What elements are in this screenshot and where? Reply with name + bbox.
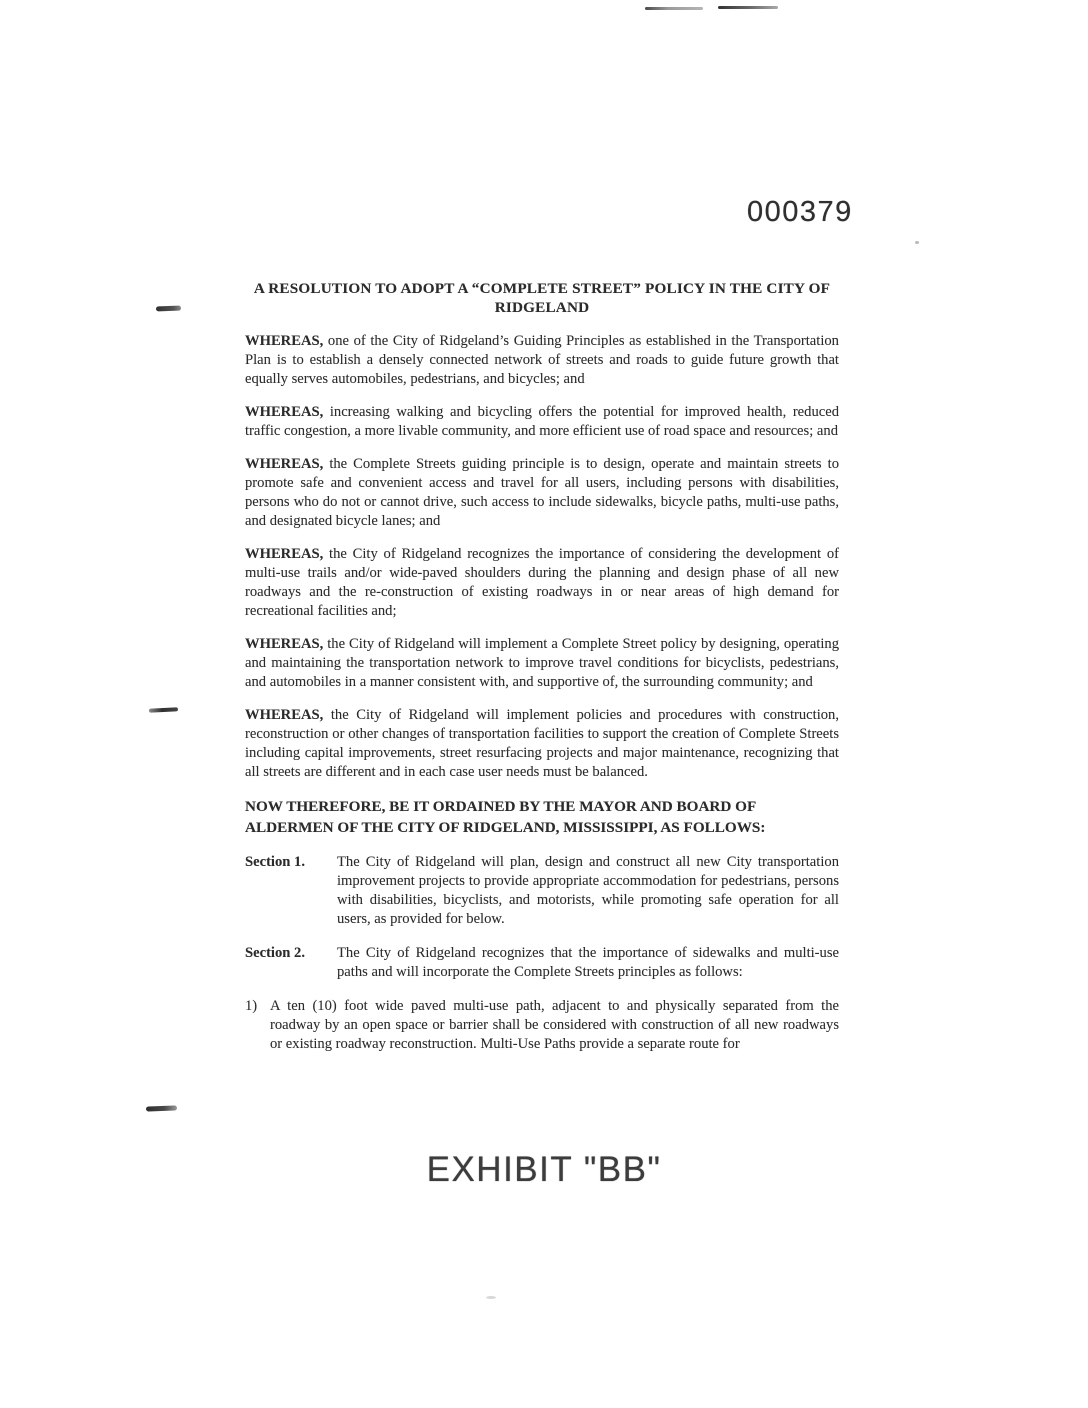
section-1-label: Section 1. xyxy=(245,854,305,870)
whereas-text-1: one of the City of Ridgeland’s Guiding Principles as established in the Transportation Plan is to establish a densely connected network of streets and roads to guide future growth that equally serves automobiles, pedestrians, and bicycles; and xyxy=(245,333,839,387)
numbered-item-1 xyxy=(245,997,839,1054)
binding-mark-1 xyxy=(156,306,181,312)
ordained-heading xyxy=(245,796,839,838)
whereas-text-2: increasing walking and bicycling offers the potential for improved health, reduced traffic congestion, a more livable community, and more efficient use of road space and resources; and xyxy=(245,404,839,439)
whereas-paragraph-3 xyxy=(245,455,839,531)
whereas-paragraph-2 xyxy=(245,403,839,441)
whereas-lead-2: WHEREAS, xyxy=(245,404,324,420)
document-body xyxy=(245,279,839,1054)
whereas-text-6: the City of Ridgeland will implement policies and procedures with construction, reconstruction or other changes of transportation facilities to support the creation of Complete Streets including capital improvements, street resurfacing projects and major maintenance, recognizing that all streets are different and in each case user needs must be balanced. xyxy=(245,707,839,780)
whereas-paragraph-4 xyxy=(245,545,839,621)
section-2 xyxy=(245,944,839,982)
section-2-label: Section 2. xyxy=(245,945,305,961)
numbered-item-1-label: 1) xyxy=(245,998,258,1014)
whereas-paragraph-1 xyxy=(245,332,839,389)
whereas-lead-4: WHEREAS, xyxy=(245,546,324,562)
scan-artifact-top-dash-2 xyxy=(718,6,778,9)
exhibit-stamp-label: EXHIBIT "BB" xyxy=(426,1150,662,1189)
whereas-lead-6: WHEREAS, xyxy=(245,707,324,723)
whereas-lead-3: WHEREAS, xyxy=(245,456,324,472)
document-title-line-2: RIDGELAND xyxy=(494,299,590,316)
whereas-lead-5: WHEREAS, xyxy=(245,636,324,652)
whereas-text-3: the Complete Streets guiding principle is to design, operate and maintain streets to promote safe and convenient access and travel for all users, including persons with disabilities, persons who do not or cannot drive, such access to include sidewalks, bicycle paths, multi-use paths, and designated bicycle lanes; and xyxy=(245,456,839,529)
whereas-paragraph-6 xyxy=(245,706,839,782)
section-2-text: The City of Ridgeland recognizes that the importance of sidewalks and multi-use paths and will incorporate the Complete Streets principles as follows: xyxy=(337,945,839,980)
ordained-heading-line-1: NOW THEREFORE, BE IT ORDAINED BY THE MAYOR AND BOARD OF xyxy=(245,798,757,815)
document-title-line-1: A RESOLUTION TO ADOPT A “COMPLETE STREET” POLICY IN THE CITY OF xyxy=(253,280,831,297)
scan-speck-1 xyxy=(915,241,919,244)
scan-artifact-top-dash-1 xyxy=(645,7,703,10)
ordained-heading-line-2: ALDERMEN OF THE CITY OF RIDGELAND, MISSISSIPPI, AS FOLLOWS: xyxy=(245,819,766,836)
whereas-lead-1: WHEREAS, xyxy=(245,333,324,349)
numbered-item-1-text: A ten (10) foot wide paved multi-use path, adjacent to and physically separated from the roadway by an open space or barrier shall be considered with construction of all new roadways or existing roadway reconstruction. Multi-Use Paths provide a separate route for xyxy=(270,998,839,1052)
section-1 xyxy=(245,853,839,929)
whereas-text-4: the City of Ridgeland recognizes the importance of considering the development of multi-use trails and/or wide-paved shoulders during the planning and design phase of all new roadways and the re-construction of existing roadways in or near areas of high demand for recreational facilities and; xyxy=(245,546,839,619)
binding-mark-3 xyxy=(146,1105,177,1111)
binding-mark-2 xyxy=(149,707,178,713)
whereas-paragraph-5 xyxy=(245,635,839,692)
bates-stamp-number: 000379 xyxy=(747,196,853,228)
whereas-text-5: the City of Ridgeland will implement a Complete Street policy by designing, operating and maintaining the transportation network to improve travel conditions for bicyclists, pedestrians, and automobiles in a manner consistent with, and supportive of, the surrounding community; and xyxy=(245,636,839,690)
document-title xyxy=(245,279,839,317)
section-1-text: The City of Ridgeland will plan, design and construct all new City transportation improvement projects to provide appropriate accommodation for pedestrians, persons with disabilities, bicyclists, and motorists, while promoting safe operation for all users, as provided for below. xyxy=(337,854,839,927)
scan-speck-2 xyxy=(486,1296,496,1299)
